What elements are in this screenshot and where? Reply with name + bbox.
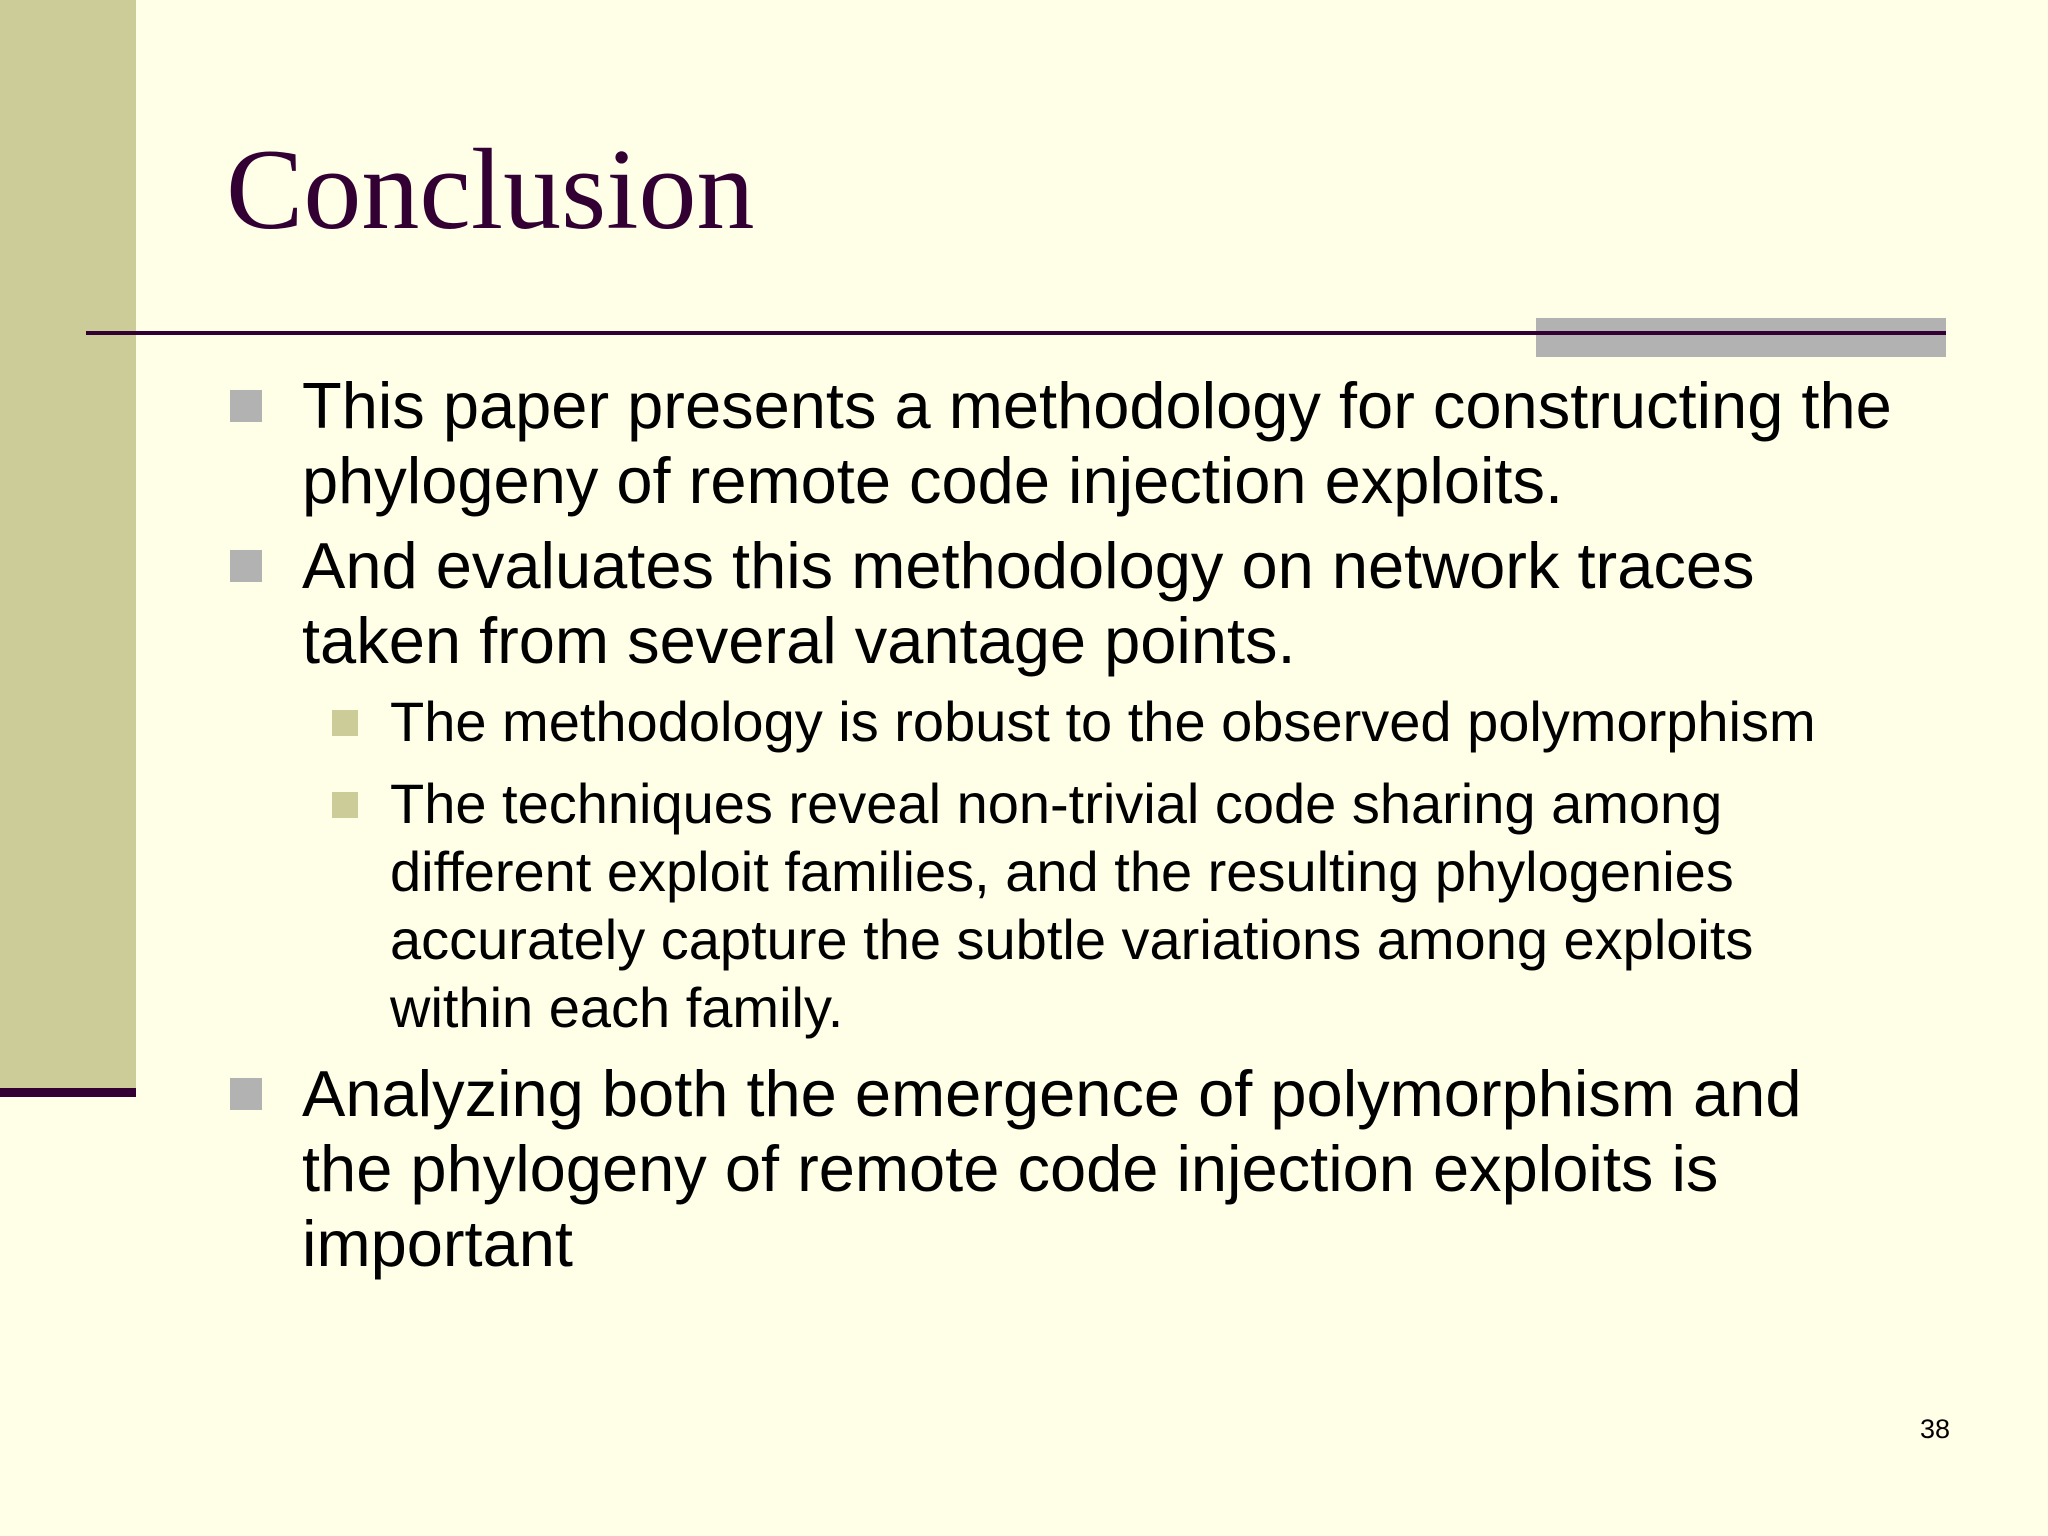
square-bullet-icon — [230, 1078, 262, 1110]
bullet-item — [226, 1056, 1906, 1281]
bullet-text: And evaluates this methodology on network traces taken from several vantage points. — [302, 529, 1755, 677]
slide-title: Conclusion — [226, 126, 755, 254]
sub-bullet-item — [302, 770, 1906, 1042]
bullet-text: This paper presents a methodology for constructing the phylogeny of remote code injection exploits. — [302, 369, 1892, 517]
page-number: 38 — [1919, 1414, 1950, 1444]
square-bullet-icon — [230, 390, 262, 422]
sub-bullet-text: The methodology is robust to the observed polymorphism — [390, 690, 1816, 753]
left-sidebar-underline — [0, 1088, 136, 1097]
slide-body — [226, 368, 1906, 1291]
sub-bullet-item — [302, 688, 1906, 756]
left-sidebar-decoration — [0, 0, 136, 1088]
square-sub-bullet-icon — [332, 792, 358, 818]
title-accent-block — [1536, 318, 1946, 357]
bullet-item — [226, 528, 1906, 678]
bullet-text: Analyzing both the emergence of polymorphism and the phylogeny of remote code injection exploits is important — [302, 1057, 1802, 1280]
sub-bullet-text: The techniques reveal non-trivial code sharing among different exploit families, and the resulting phylogenies accurately capture the subtle variations among exploits within each family. — [390, 772, 1754, 1039]
square-bullet-icon — [230, 550, 262, 582]
title-accent-line — [1536, 331, 1946, 335]
square-sub-bullet-icon — [332, 710, 358, 736]
bullet-item — [226, 368, 1906, 518]
